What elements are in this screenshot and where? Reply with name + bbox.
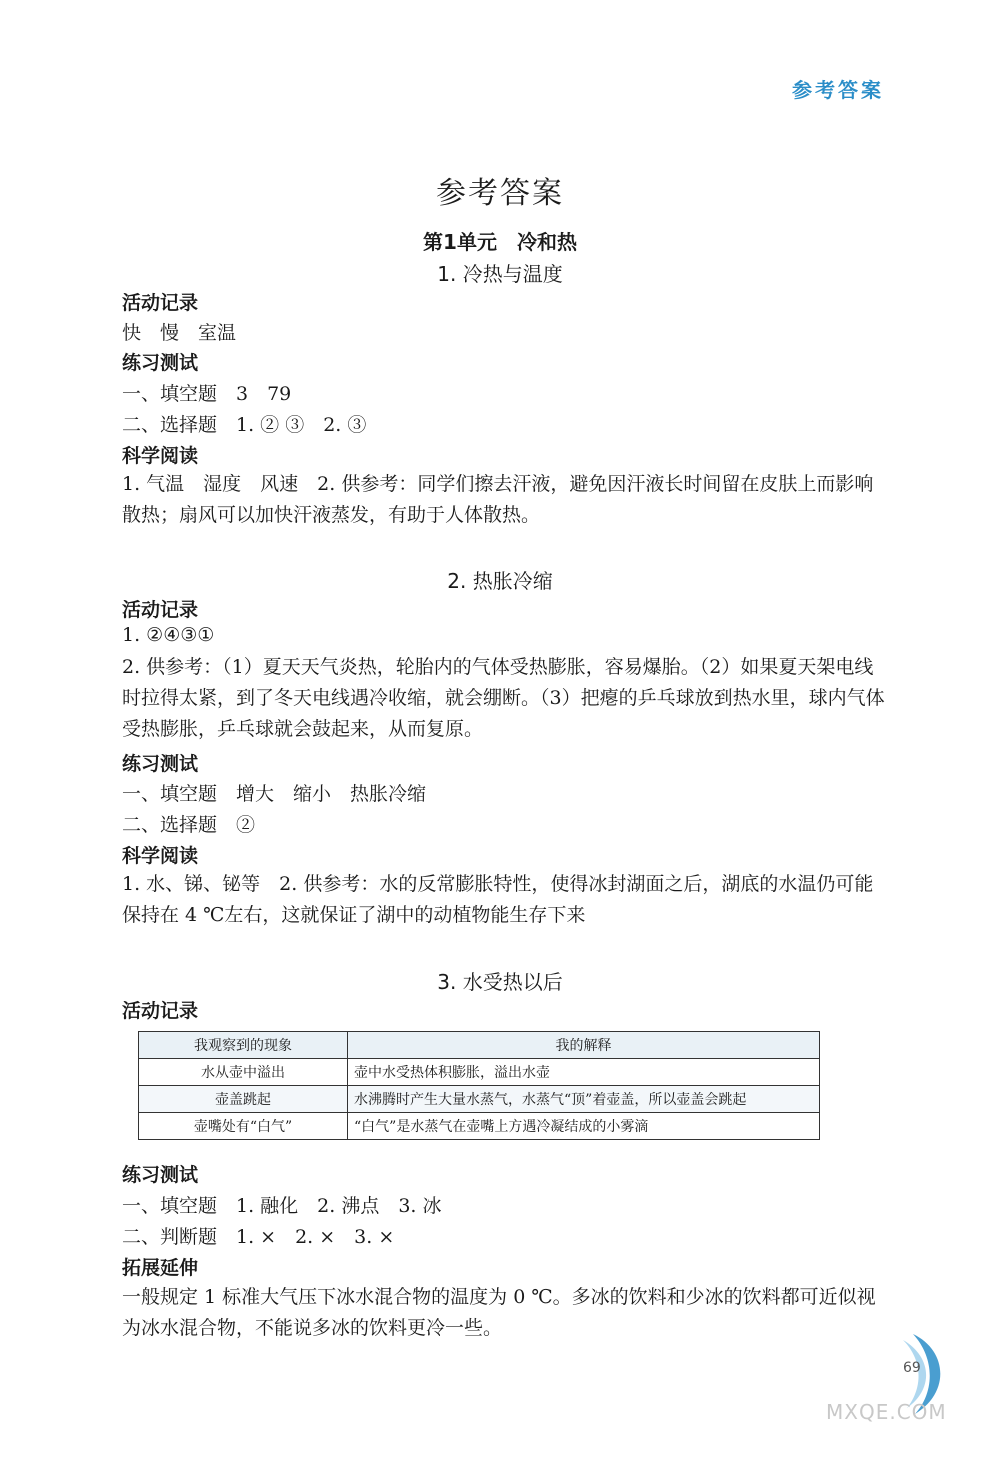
table-header-row [139, 1032, 820, 1059]
lesson2-fill-answer: 一、填空题 增大 缩小 热胀冷缩 [122, 783, 427, 805]
table-cell: 壶盖跳起 [139, 1086, 348, 1113]
lesson2-practice-head: 练习测试 [122, 753, 199, 775]
page-title: 参考答案 [436, 176, 564, 211]
table-header-explanation: 我的解释 [348, 1032, 820, 1059]
lesson2-reading-answer: 1. 水、锑、铋等 2. 供参考：水的反常膨胀特性，使得冰封湖面之后，湖底的水温仍可能保持在 4 ℃左右，这就保证了湖中的动植物能生存下来 [122, 873, 874, 926]
unit-title: 第1单元 冷和热 [423, 230, 577, 254]
page-number: 69 [903, 1360, 921, 1376]
watermark: MXQE.COM [826, 1400, 947, 1424]
lesson1-activity-answer: 快 慢 室温 [122, 322, 237, 344]
lesson1-title: 1. 冷热与温度 [437, 262, 563, 286]
table-row [139, 1113, 820, 1140]
lesson3-judge-answer: 二、判断题 1. × 2. × 3. × [122, 1226, 395, 1248]
table-header-phenomenon: 我观察到的现象 [139, 1032, 348, 1059]
observation-table [138, 1031, 820, 1140]
table-cell: “白气”是水蒸气在壶嘴上方遇冷凝结成的小雾滴 [348, 1113, 820, 1140]
table-cell: 水从壶中溢出 [139, 1059, 348, 1086]
lesson3-extend-head: 拓展延伸 [122, 1257, 199, 1279]
lesson2-title: 2. 热胀冷缩 [447, 569, 553, 593]
table-row [139, 1086, 820, 1113]
lesson3-title: 3. 水受热以后 [437, 970, 563, 994]
lesson1-fill-answer: 一、填空题 3 79 [122, 383, 292, 405]
lesson3-extend-answer: 一般规定 1 标准大气压下冰水混合物的温度为 0 ℃。多冰的饮料和少冰的饮料都可近似视为冰水混合物，不能说多冰的饮料更冷一些。 [122, 1286, 876, 1339]
lesson2-choice-answer: 二、选择题 ② [122, 814, 256, 836]
lesson2-activity-order: 1. ②④③① [122, 624, 215, 646]
lesson2-activity-answer: 2. 供参考：（1）夏天天气炎热，轮胎内的气体受热膨胀，容易爆胎。（2）如果夏天架电线时拉得太紧，到了冬天电线遇冷收缩，就会绷断。（3）把瘪的乒乓球放到热水里，球内气体受热膨胀，乒乓球就会鼓起来，从而复原。 [122, 656, 885, 740]
table-cell: 壶中水受热体积膨胀，溢出水壶 [348, 1059, 820, 1086]
running-head: 参考答案 [792, 78, 884, 102]
table-row [139, 1059, 820, 1086]
lesson1-activity-head: 活动记录 [122, 292, 199, 314]
lesson1-reading-answer: 1. 气温 湿度 风速 2. 供参考：同学们擦去汗液，避免因汗液长时间留在皮肤上而影响散热；扇风可以加快汗液蒸发，有助于人体散热。 [122, 473, 874, 526]
lesson3-fill-answer: 一、填空题 1. 融化 2. 沸点 3. 冰 [122, 1195, 442, 1217]
lesson2-activity-head: 活动记录 [122, 599, 199, 621]
lesson1-reading-head: 科学阅读 [122, 445, 199, 467]
lesson3-activity-head: 活动记录 [122, 1000, 199, 1022]
lesson2-reading-head: 科学阅读 [122, 845, 199, 867]
table-cell: 壶嘴处有“白气” [139, 1113, 348, 1140]
lesson1-practice-head: 练习测试 [122, 352, 199, 374]
table-cell: 水沸腾时产生大量水蒸气，水蒸气“顶”着壶盖，所以壶盖会跳起 [348, 1086, 820, 1113]
lesson3-practice-head: 练习测试 [122, 1164, 199, 1186]
lesson1-choice-answer: 二、选择题 1. ② ③ 2. ③ [122, 414, 367, 436]
